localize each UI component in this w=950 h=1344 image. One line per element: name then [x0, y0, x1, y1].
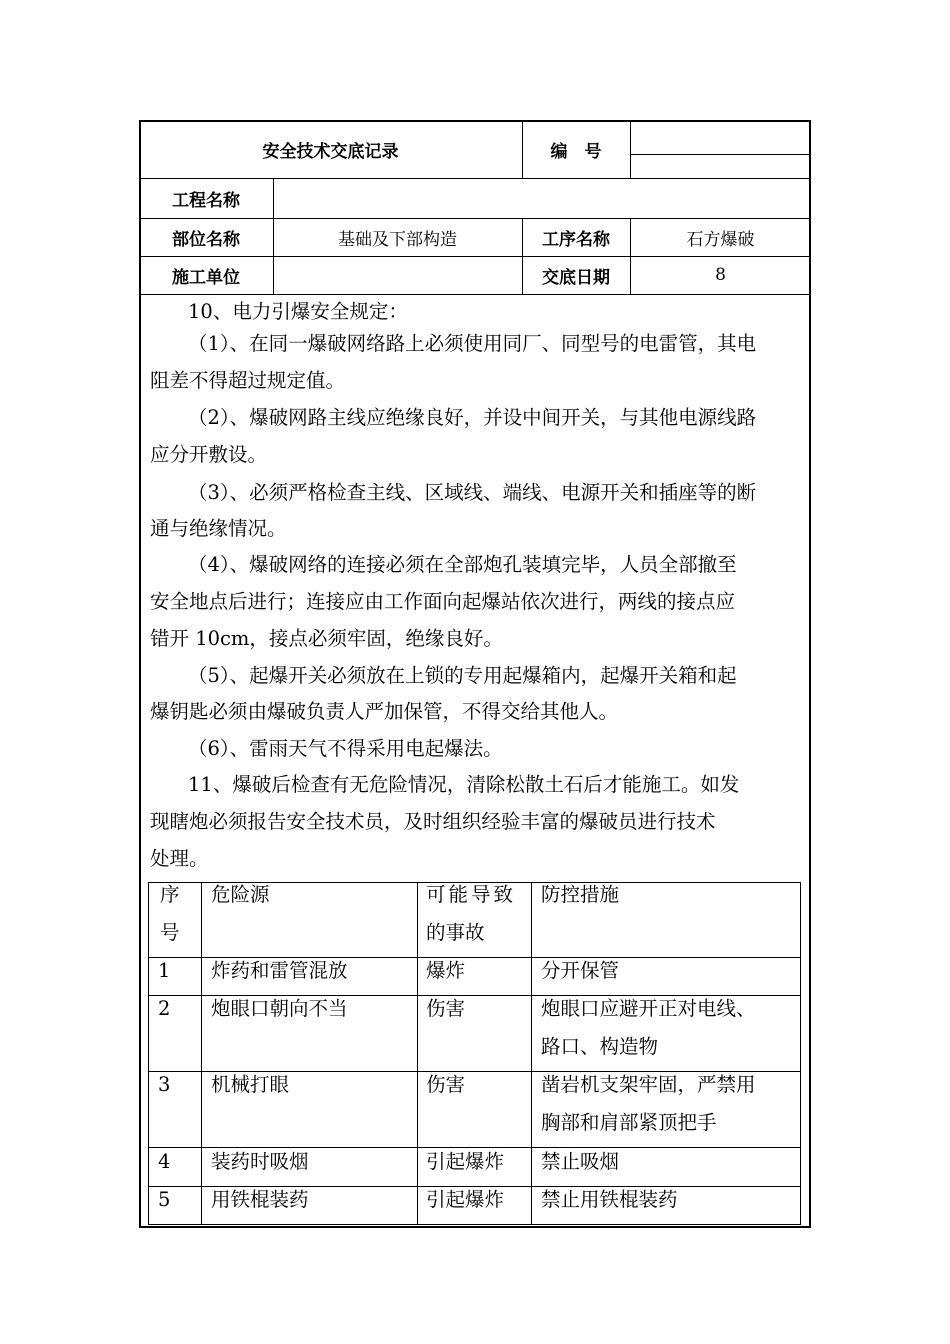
table-row-3-accident: 伤害: [426, 1073, 466, 1096]
table-row-1-accident: 爆炸: [426, 959, 466, 982]
number-value: [630, 120, 811, 154]
number-label: 编 号: [550, 141, 602, 162]
table-header-measure: 防控措施: [541, 883, 620, 906]
item-4-line-2: 安全地点后进行；连接应由工作面向起爆站依次进行，两线的接点应: [150, 590, 736, 613]
date-value: 8: [715, 265, 726, 285]
table-row-1-source: 炸药和雷管混放: [211, 959, 348, 982]
item-5-line-1: （5）、起爆开关必须放在上锁的专用起爆箱内，起爆开关箱和起: [188, 664, 737, 687]
part-name-label: 部位名称: [172, 229, 240, 250]
process-name-value: 石方爆破: [686, 229, 755, 250]
table-row-2-measure-2: 路口、构造物: [541, 1035, 659, 1058]
item-1-line-2: 阻差不得超过规定值。: [150, 369, 346, 392]
item-2-line-2: 应分开敷设。: [150, 443, 268, 466]
grid-line: [630, 154, 811, 155]
date-label: 交底日期: [542, 267, 610, 288]
table-row-3-no: 3: [158, 1073, 171, 1096]
section-11-line-2: 现瞎炮必须报告安全技术员，及时组织经验丰富的爆破员进行技术: [150, 810, 716, 833]
item-5-line-2: 爆钥匙必须由爆破负责人严加保管，不得交给其他人。: [150, 700, 619, 723]
table-header-source: 危险源: [211, 883, 270, 906]
project-name-label: 工程名称: [172, 190, 240, 211]
table-row-4-accident: 引起爆炸: [426, 1150, 505, 1173]
table-border: [148, 882, 149, 1224]
document-title: 安全技术交底记录: [262, 141, 399, 162]
unit-label: 施工单位: [172, 267, 240, 288]
section-10-title: 10、电力引爆安全规定：: [188, 300, 408, 323]
table-border: [417, 882, 418, 1224]
table-border: [800, 882, 801, 1224]
table-row-3-measure-2: 胸部和肩部紧顶把手: [541, 1111, 717, 1134]
item-1-line-1: （1）、在同一爆破网络路上必须使用同厂、同型号的电雷管，其电: [188, 332, 757, 355]
table-header-accident-2: 的事故: [426, 921, 485, 944]
part-name-value: 基础及下部构造: [338, 229, 457, 250]
table-row-4-source: 装药时吸烟: [211, 1150, 309, 1173]
section-11-line-3: 处理。: [150, 847, 209, 870]
table-border: [201, 882, 202, 1224]
table-row-3-measure-1: 凿岩机支架牢固，严禁用: [541, 1073, 756, 1096]
table-row-1-measure: 分开保管: [541, 959, 620, 982]
table-row-2-accident: 伤害: [426, 997, 466, 1020]
table-row-2-no: 2: [158, 997, 171, 1020]
table-row-2-source: 炮眼口朝向不当: [211, 997, 348, 1020]
process-name-label: 工序名称: [542, 229, 610, 250]
unit-value: [273, 256, 522, 294]
table-header-no-1: 序: [160, 883, 180, 906]
table-row-5-source: 用铁棍装药: [211, 1188, 309, 1211]
item-3-line-2: 通与绝缘情况。: [150, 517, 287, 540]
table-header-accident-1: 可能导致: [426, 883, 517, 906]
table-border: [148, 1224, 801, 1225]
table-row-4-measure: 禁止吸烟: [541, 1150, 620, 1173]
item-4-line-3: 错开 10cm，接点必须牢固，绝缘良好。: [150, 627, 503, 650]
table-row-5-accident: 引起爆炸: [426, 1188, 505, 1211]
table-row-5-measure: 禁止用铁棍装药: [541, 1188, 678, 1211]
table-row-4-no: 4: [158, 1150, 171, 1173]
table-row-5-no: 5: [158, 1188, 171, 1211]
project-name-value: [273, 178, 811, 218]
table-header-no-2: 号: [160, 921, 180, 944]
table-row-1-no: 1: [158, 959, 171, 982]
table-border: [531, 882, 532, 1224]
item-3-line-1: （3）、必须严格检查主线、区域线、端线、电源开关和插座等的断: [188, 481, 757, 504]
table-row-2-measure-1: 炮眼口应避开正对电线、: [541, 997, 756, 1020]
item-4-line-1: （4）、爆破网络的连接必须在全部炮孔装填完毕，人员全部撤至: [188, 553, 737, 576]
item-6: （6）、雷雨天气不得采用电起爆法。: [188, 737, 503, 760]
table-row-3-source: 机械打眼: [211, 1073, 290, 1096]
section-11-line-1: 11、爆破后检查有无危险情况，清除松散土石后才能施工。如发: [188, 773, 740, 796]
item-2-line-1: （2）、爆破网路主线应绝缘良好，并设中间开关，与其他电源线路: [188, 406, 757, 429]
